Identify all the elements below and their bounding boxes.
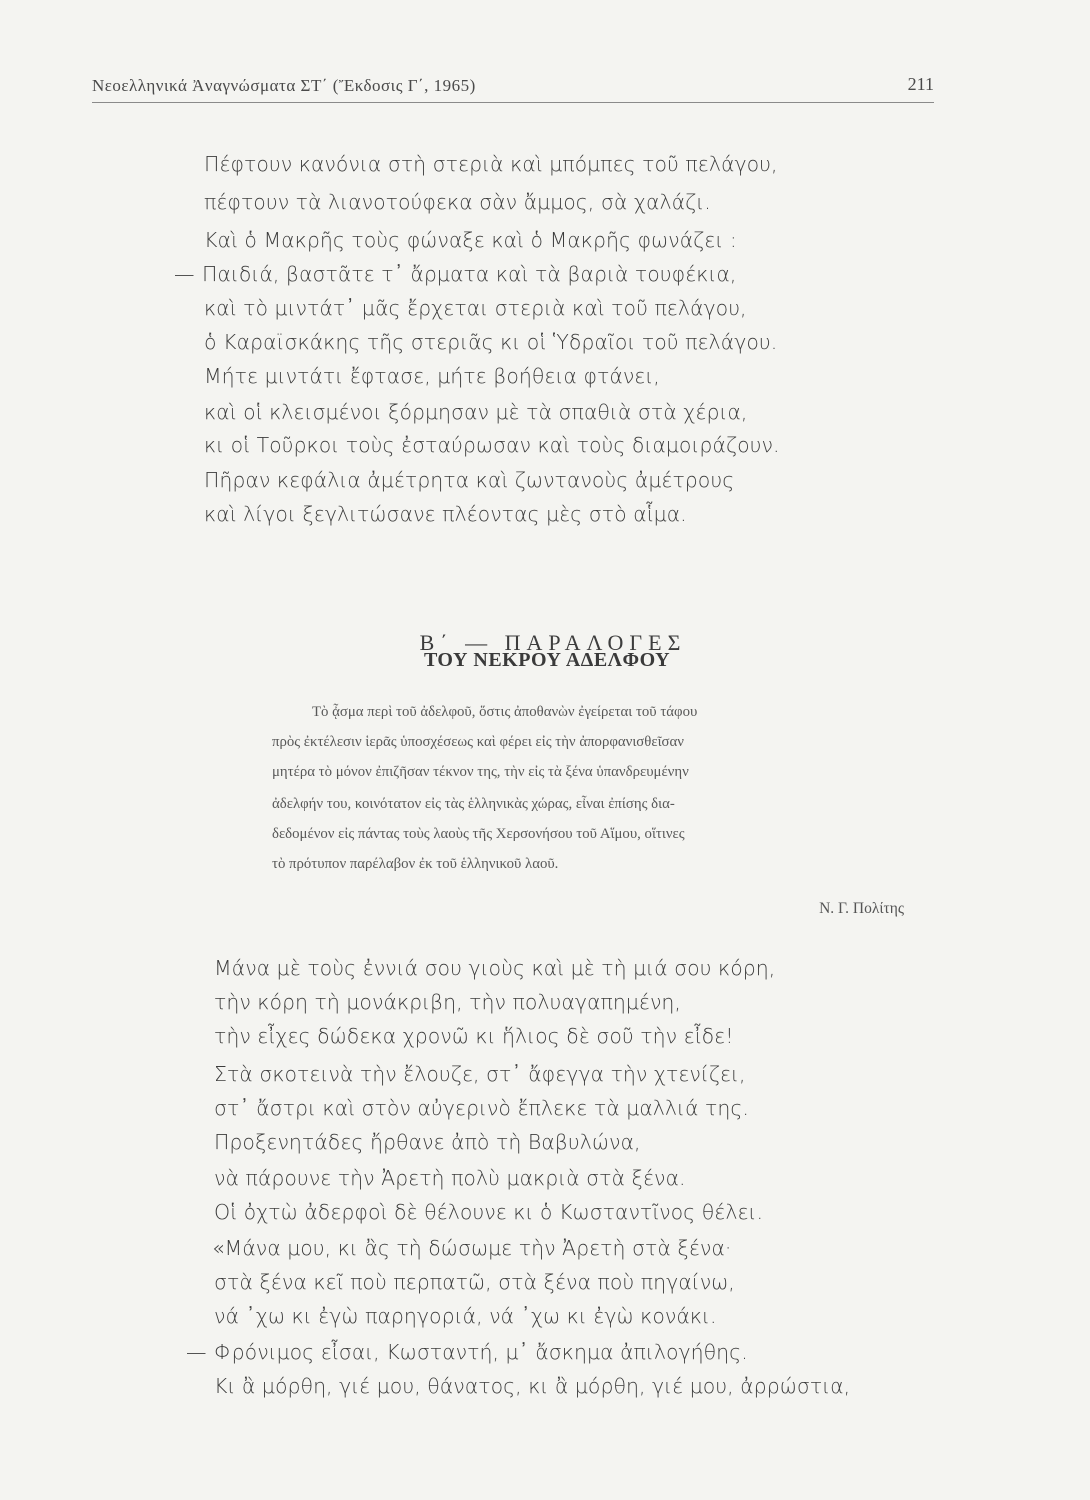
- verse-line: στὰ ξένα κεῖ ποὺ περπατῶ, στὰ ξένα ποὺ πηγαίνω,: [214, 1270, 735, 1294]
- verse-line: τὴν εἶχες δώδεκα χρονῶ κι ἥλιος δὲ σοῦ τὴν εἶδε!: [214, 1024, 734, 1048]
- verse-line: νά ᾽χω κι ἐγὼ παρηγοριά, νά ᾽χω κι ἐγὼ κονάκι.: [214, 1304, 717, 1328]
- note-line: μητέρα τὸ μόνον ἐπιζῆσαν τέκνον της, τὴν εἰς τὰ ξένα ὑπανδρευμένην: [272, 764, 689, 780]
- verse-line: Παιδιά, βαστᾶτε τ᾽ ἄρματα καὶ τὰ βαριὰ τουφέκια,: [202, 262, 737, 286]
- verse-line: «Μάνα μου, κι ἂς τὴ δώσωμε τὴν Ἀρετὴ στὰ ξένα·: [212, 1236, 732, 1260]
- verse-line: Πῆραν κεφάλια ἀμέτρητα καὶ ζωντανοὺς ἀμέτρους: [204, 468, 735, 492]
- verse-line: νὰ πάρουνε τὴν Ἀρετὴ πολὺ μακριὰ στὰ ξένα.: [214, 1166, 686, 1190]
- verse-line: στ᾽ ἄστρι καὶ στὸν αὐγερινὸ ἔπλεκε τὰ μαλλιά της.: [214, 1096, 749, 1120]
- note-line: ἀδελφήν του, κοινότατον εἰς τὰς ἑλληνικὰς χώρας, εἶναι ἐπίσης δια-: [272, 796, 675, 812]
- verse-line: Κι ἂ μόρθη, γιέ μου, θάνατος, κι ἂ μόρθη, γιέ μου, ἀρρώστια,: [214, 1374, 851, 1398]
- running-title: Νεοελληνικά Ἀναγνώσματα ΣΤ΄ (Ἔκδοσις Γ΄, 1965): [92, 76, 476, 95]
- verse-line: τὴν κόρη τὴ μονάκριβη, τὴν πολυαγαπημένη,: [214, 990, 681, 1014]
- section-title: Β΄ — ΠΑΡΑΛΟΓΕΣ: [419, 630, 687, 655]
- verse-line: Πέφτουν κανόνια στὴ στεριὰ καὶ μπόμπες τοῦ πελάγου,: [204, 152, 778, 176]
- note-line: Τὸ ᾆσμα περὶ τοῦ ἀδελφοῦ, ὅστις ἀποθανὼν ἐγείρεται τοῦ τάφου: [312, 704, 698, 720]
- note-line: πρὸς ἐκτέλεσιν ἱερᾶς ὑποσχέσεως καὶ φέρει εἰς τὴν ἀπορφανισθεῖσαν: [272, 734, 684, 750]
- note-signature: Ν. Γ. Πολίτης: [819, 900, 904, 917]
- verse-line: πέφτουν τὰ λιανοτούφεκα σὰν ἄμμος, σὰ χαλάζι.: [204, 190, 711, 214]
- dialogue-dash: —: [186, 1340, 207, 1364]
- verse-line: καὶ οἱ κλεισμένοι ξόρμησαν μὲ τὰ σπαθιὰ στὰ χέρια,: [204, 400, 748, 424]
- page-number: 211: [907, 74, 934, 94]
- note-line: τὸ πρότυπον παρέλαβον ἐκ τοῦ ἑλληνικοῦ λαοῦ.: [272, 856, 559, 872]
- dialogue-dash: —: [174, 262, 195, 286]
- verse-line: Οἱ ὀχτὼ ἀδερφοὶ δὲ θέλουνε κι ὁ Κωσταντῖνος θέλει.: [214, 1200, 764, 1224]
- verse-line: κι οἱ Τοῦρκοι τοὺς ἐσταύρωσαν καὶ τοὺς διαμοιράζουν.: [204, 433, 780, 457]
- verse-line: Μήτε μιντάτι ἔφτασε, μήτε βοήθεια φτάνει,: [204, 364, 660, 388]
- running-header: [92, 72, 934, 103]
- poem-title: ΤΟΥ ΝΕΚΡΟΥ ΑΔΕΛΦΟΥ: [423, 649, 671, 671]
- verse-line: Προξενητάδες ἤρθανε ἀπὸ τὴ Βαβυλώνα,: [214, 1130, 641, 1154]
- verse-line: καὶ λίγοι ξεγλιτώσανε πλέοντας μὲς στὸ αἷμα.: [204, 502, 687, 526]
- note-line: δεδομένον εἰς πάντας τοὺς λαοὺς τῆς Χερσονήσου τοῦ Αἵμου, οἵτινες: [272, 826, 685, 842]
- verse-line: Καὶ ὁ Μακρῆς τοὺς φώναξε καὶ ὁ Μακρῆς φωνάζει :: [204, 228, 737, 252]
- verse-line: Στὰ σκοτεινὰ τὴν ἔλουζε, στ᾽ ἄφεγγα τὴν χτενίζει,: [214, 1062, 746, 1086]
- verse-line: Μάνα μὲ τοὺς ἐννιά σου γιοὺς καὶ μὲ τὴ μιά σου κόρη,: [214, 956, 776, 980]
- verse-line: Φρόνιμος εἶσαι, Κωσταντή, μ᾽ ἄσκημα ἀπιλογήθης.: [214, 1340, 748, 1364]
- verse-line: καὶ τὸ μιντάτ᾽ μᾶς ἔρχεται στεριὰ καὶ τοῦ πελάγου,: [204, 296, 747, 320]
- verse-line: ὁ Καραϊσκάκης τῆς στεριᾶς κι οἱ Ὑδραῖοι τοῦ πελάγου.: [204, 330, 778, 354]
